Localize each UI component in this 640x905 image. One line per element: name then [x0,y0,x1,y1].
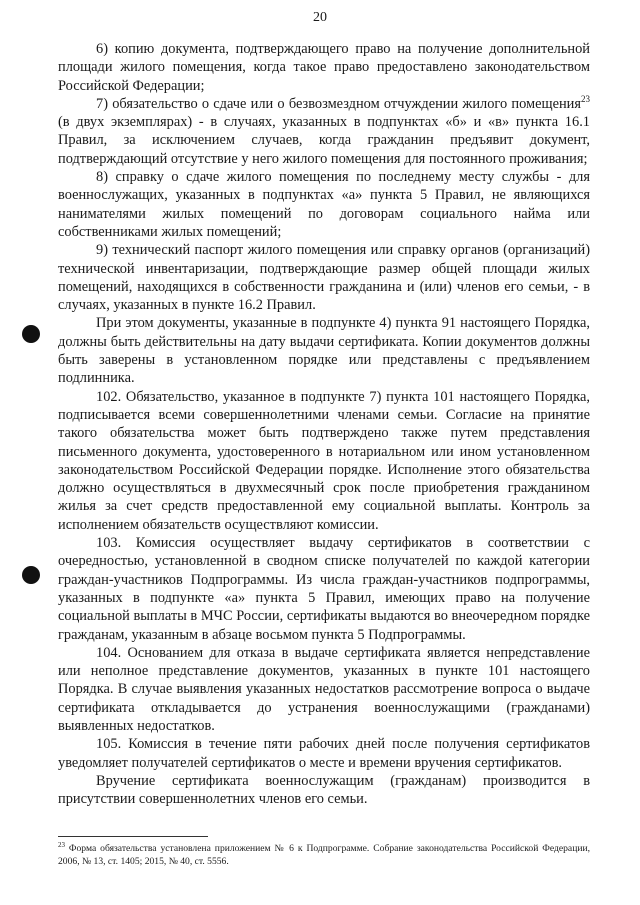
paragraph-item-9: 9) технический паспорт жилого помещения или справку органов (организаций) технической инвентаризации, подтверждающие размер общей площади жилых помещений, находящихся в собственности гражданина и (или) членов его семьи, - в случаях, указанных в пункте 16.2 Правил. [58,242,590,314]
punch-hole-upper [22,325,40,343]
document-body [58,40,590,808]
paragraph-item-7-text-start: 7) обязательство о сдаче или о безвозмездном отчуждении жилого помещения [96,95,581,112]
footnote-divider [58,836,208,837]
paragraph-item-6: 6) копию документа, подтверждающего право на получение дополнительной площади жилого помещения, когда такое право предоставлено законодательством Российской Федерации; [58,41,590,94]
page-number: 20 [313,10,327,25]
paragraph-105: 105. Комиссия в течение пяти рабочих дней после получения сертификатов уведомляет получателей сертификатов о месте и времени вручения сертификатов. [58,736,590,771]
paragraph-documents-validity: При этом документы, указанные в подпункте 4) пункта 91 настоящего Порядка, должны быть действительны на дату выдачи сертификата. Копии документов должны быть заверены в установленном порядке или представлены с предъявлением подлинника. [58,315,590,387]
paragraph-item-7-text-end: (в двух экземплярах) - в случаях, указанных в подпунктах «б» и «в» пункта 16.1 Правил, за исключением случаев, когда гражданин предъявит документ, подтверждающий отсутствие у него жилого помещения для постоянного проживания; [58,114,590,167]
paragraph-item-7 [58,95,590,168]
paragraph-certificate-handover: Вручение сертификата военнослужащим (гражданам) производится в присутствии совершеннолетних членов его семьи. [58,772,590,808]
footnote-marker: 23 [58,840,65,849]
punch-hole-lower [22,566,40,584]
footnote [58,842,590,868]
footnote-text: Форма обязательства установлена приложением № 6 к Подпрограмме. Собрание законодательства Российской Федерации, 2006, № 13, ст. 1405; 2015, № 40, ст. 5556. [58,843,590,867]
paragraph-103: 103. Комиссия осуществляет выдачу сертификатов в соответствии с очередностью, установленной в сводном списке получателей по каждой категории граждан-участников Подпрограммы. Из числа граждан-участников подпрограммы, указанных в подпункте «а» пункта 5 Правил, имеющих право на получение социальной выплаты в МЧС России, сертификаты выдаются во внеочередном порядке гражданам, указанным в абзаце восьмом пункта 5 Подпрограммы. [58,535,590,643]
paragraph-102: 102. Обязательство, указанное в подпункте 7) пункта 101 настоящего Порядка, подписывается всеми совершеннолетними членами семьи. Согласие на принятие такого обязательства может быть подтверждено также путем представления письменного документа, удостоверенного в нотариальном или ином установленном законодательством Российской Федерации порядке. Исполнение этого обязательства должно осуществляться в двухмесячный срок после приобретения гражданином жилья за счет средств предоставленной ему социальной выплаты. Контроль за исполнением обязательств осуществляют комиссии. [58,388,590,533]
footnote-reference: 23 [581,94,590,105]
paragraph-104: 104. Основанием для отказа в выдаче сертификата является непредставление или неполное представление документов, указанных в пункте 101 настоящего Порядка. В случае выявления указанных недостатков рассмотрение вопроса о выдаче сертификата откладывается до устранения военнослужащими (гражданами) выявленных недостатков. [58,644,590,734]
paragraph-item-8: 8) справку о сдаче жилого помещения по последнему месту службы - для военнослужащих, указанных в подпунктах «а» пункта 5 Правил, не являющихся нанимателями жилых помещений по договорам социального найма или собственниками жилых помещений; [58,169,590,240]
